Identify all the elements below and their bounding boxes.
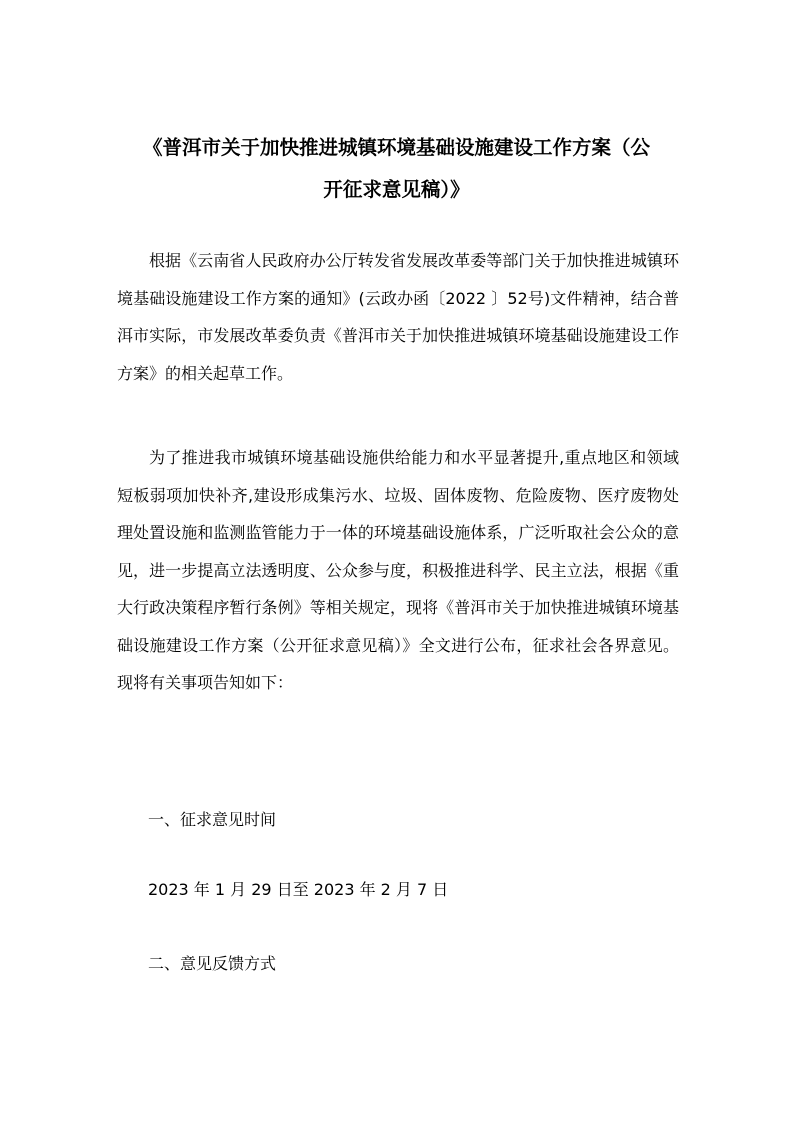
document-title-line-2: 开征求意见稿）》 xyxy=(323,178,470,201)
document-title-line-1: 《普洱市关于加快推进城镇环境基础设施建设工作方案（公 xyxy=(142,136,650,159)
comment-period-dates: 2023 年 1 月 29 日至 2023 年 2 月 7 日 xyxy=(148,880,449,899)
purpose-paragraph: 为了推进我市城镇环境基础设施供给能力和水平显著提升,重点地区和领域短板弱项加快补齐,建设形成集污水、垃圾、固体废物、危险废物、医疗废物处理处置设施和监测监管能力于一体的环境基础设施体系，广泛听取社会公众的意见，进一步提高立法透明度、公众参与度，积极推进科学、民主立法，根据《重大行政决策程序暂行条例》等相关规定，现将《普洱市关于加快推进城镇环境基础设施建设工作方案（公开征求意见稿）》全文进行公布，征求社会各界意见。现将有关事项告知如下： xyxy=(117,448,679,692)
section-heading-comment-period: 一、征求意见时间 xyxy=(148,810,277,829)
section-heading-feedback-method: 二、意见反馈方式 xyxy=(148,954,277,973)
intro-paragraph: 根据《云南省人民政府办公厅转发省发展改革委等部门关于加快推进城镇环境基础设施建设工作方案的通知》(云政办函〔2022 〕52号)文件精神，结合普洱市实际，市发展改革委负责《普洱市关于加快推进城镇环境基础设施建设工作方案》的相关起草工作。 xyxy=(117,251,679,383)
